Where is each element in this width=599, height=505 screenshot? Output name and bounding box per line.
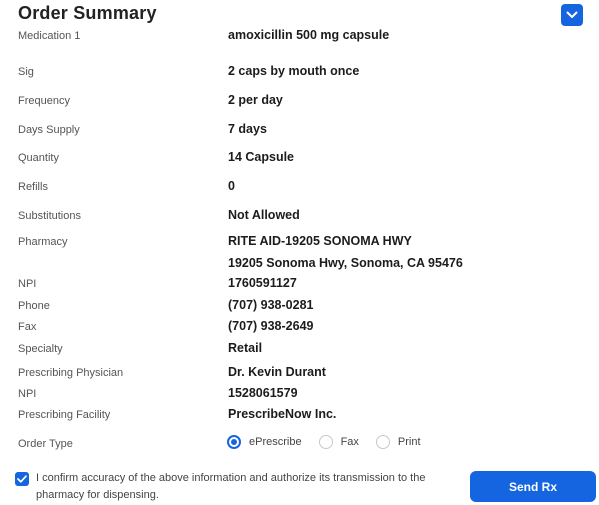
field-label: Prescribing Facility: [18, 409, 111, 421]
field-label: NPI: [18, 388, 37, 400]
order-type-option-print[interactable]: [376, 435, 421, 449]
field-row-pharmacy-npi: [0, 274, 599, 294]
field-row-quantity: [0, 148, 599, 168]
field-value: 2 caps by mouth once: [228, 64, 360, 78]
chevron-down-icon: [566, 11, 578, 19]
field-value: Not Allowed: [228, 208, 300, 222]
field-row-prescribing-physician: [0, 363, 599, 383]
field-label: NPI: [18, 278, 37, 290]
field-value: amoxicillin 500 mg capsule: [228, 28, 390, 42]
radio-label: ePrescribe: [249, 436, 302, 448]
field-row-pharmacy: [0, 232, 599, 252]
radio-label: Print: [397, 436, 421, 448]
confirm-checkbox[interactable]: [15, 472, 29, 486]
field-row-pharmacy-address: [0, 254, 599, 274]
field-value: 19205 Sonoma Hwy, Sonoma, CA 95476: [228, 256, 463, 270]
send-rx-button[interactable]: Send Rx: [470, 471, 596, 502]
order-type-label: Order Type: [18, 438, 73, 450]
field-value: PrescribeNow Inc.: [228, 407, 337, 421]
field-value: Dr. Kevin Durant: [228, 365, 326, 379]
field-label: Fax: [18, 321, 37, 333]
field-value: RITE AID-19205 SONOMA HWY: [228, 234, 412, 248]
field-row-substitutions: [0, 206, 599, 226]
field-label: Quantity: [18, 152, 59, 164]
field-row-phone: [0, 296, 599, 316]
field-value: 0: [228, 179, 235, 193]
field-value: 2 per day: [228, 93, 283, 107]
order-type-option-fax[interactable]: [319, 435, 359, 449]
page-title: Order Summary: [18, 3, 157, 23]
radio-label: Fax: [340, 436, 359, 448]
field-row-medication: [0, 27, 599, 47]
field-value: (707) 938-2649: [228, 319, 314, 333]
radio-unselected-icon[interactable]: [319, 435, 333, 449]
checkmark-icon: [17, 475, 27, 483]
field-row-physician-npi: [0, 384, 599, 404]
confirm-text: I confirm accuracy of the above information and authorize its transmission to the pharmacy for dispensing.: [36, 472, 426, 501]
field-label: Refills: [18, 181, 48, 193]
field-label: Substitutions: [18, 210, 81, 222]
field-row-frequency: [0, 91, 599, 111]
field-row-prescribing-facility: [0, 405, 599, 425]
field-row-fax: [0, 317, 599, 337]
order-type-option-eprescribe[interactable]: [227, 435, 302, 449]
radio-unselected-icon[interactable]: [376, 435, 390, 449]
field-label: Sig: [18, 66, 34, 78]
field-value: 1760591127: [228, 276, 297, 290]
field-label: Medication 1: [18, 30, 81, 42]
order-type-radio-group: [227, 435, 438, 449]
field-row-refills: [0, 177, 599, 197]
field-value: 14 Capsule: [228, 150, 295, 164]
radio-selected-icon[interactable]: [227, 435, 241, 449]
field-row-specialty: [0, 339, 599, 359]
order-type-row: [0, 434, 599, 454]
field-label: Frequency: [18, 95, 70, 107]
field-value: 7 days: [228, 122, 267, 136]
field-label: Phone: [18, 300, 50, 312]
order-summary-header: [0, 0, 599, 30]
field-row-days-supply: [0, 120, 599, 140]
field-row-sig: [0, 62, 599, 82]
field-value: 1528061579: [228, 386, 298, 400]
field-label: Days Supply: [18, 124, 80, 136]
field-label: Specialty: [18, 343, 63, 355]
collapse-button[interactable]: [561, 4, 583, 26]
field-label: Pharmacy: [18, 236, 68, 248]
field-label: Prescribing Physician: [18, 367, 124, 379]
field-value: (707) 938-0281: [228, 298, 314, 312]
field-value: Retail: [228, 341, 263, 355]
